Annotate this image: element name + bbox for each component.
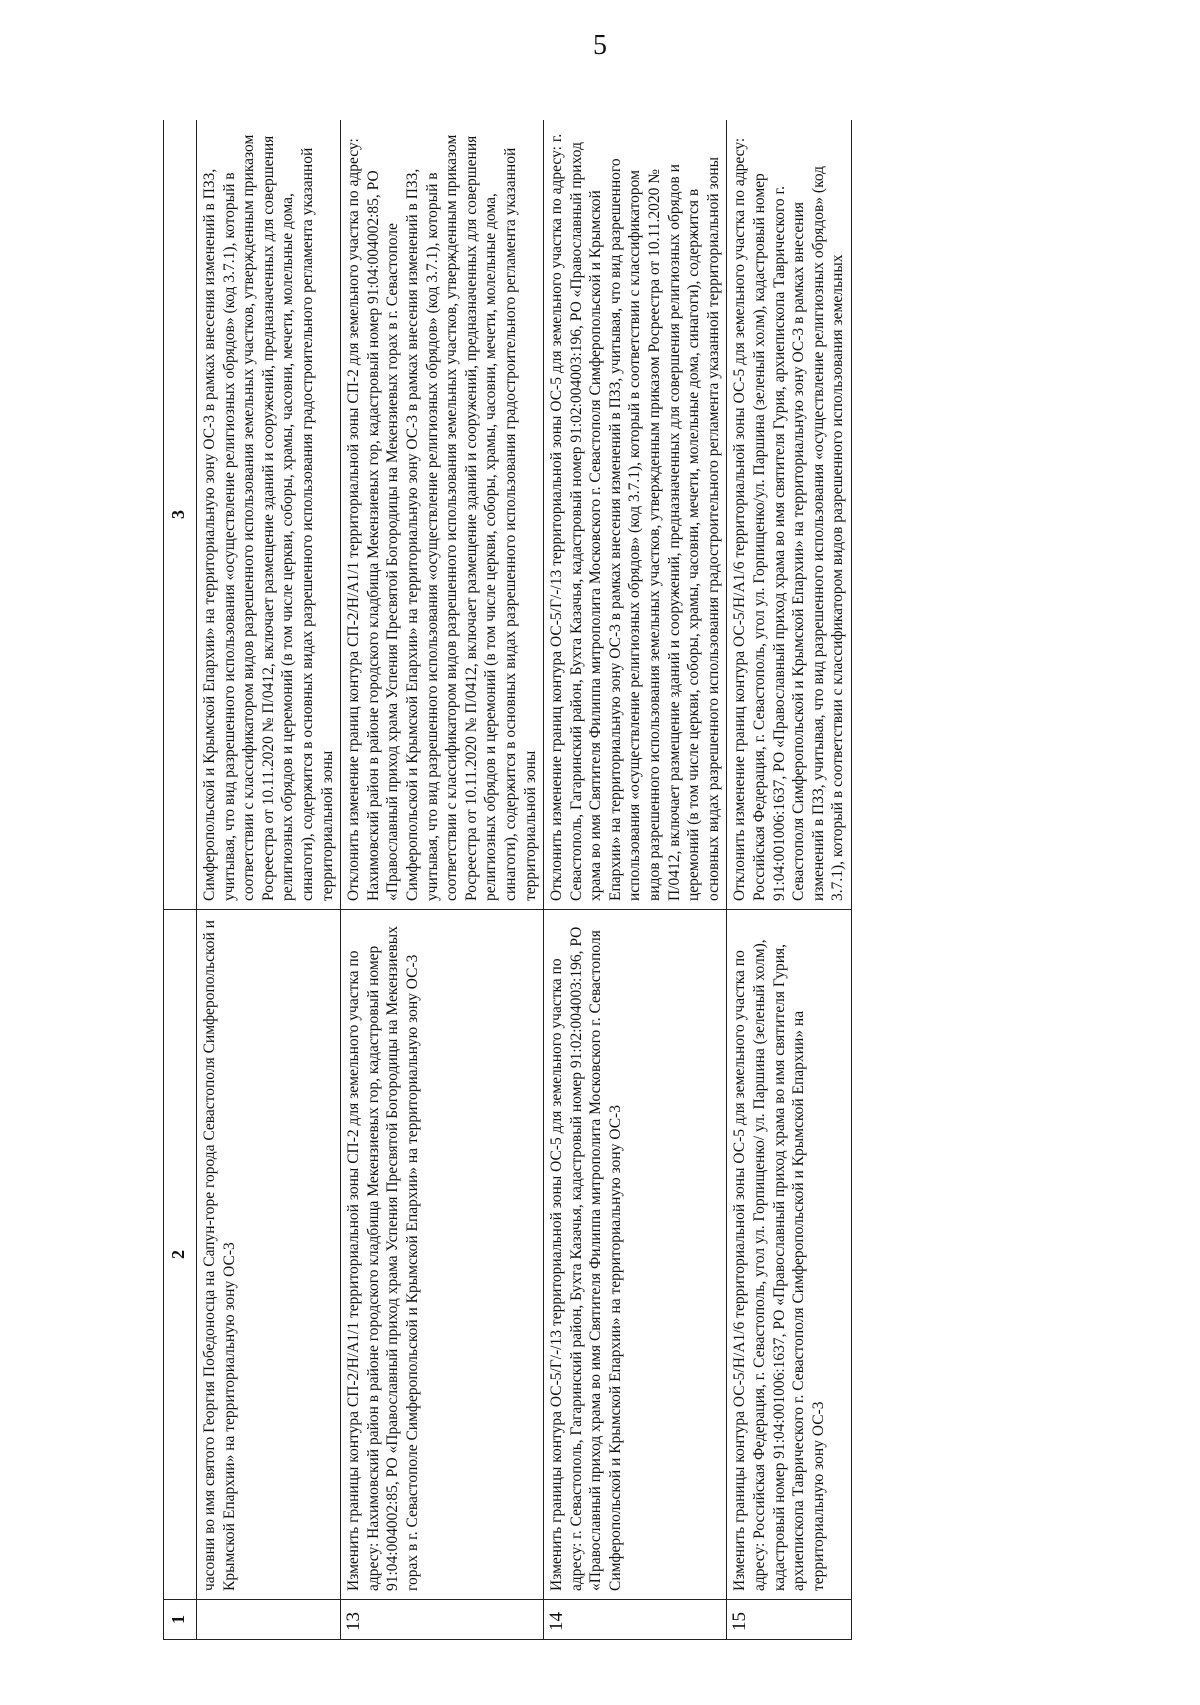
header-col-3: 3 xyxy=(164,120,197,910)
page-number: 5 xyxy=(593,30,607,61)
decision-cell: Отклонить изменение границ контура СП-2/Н/А1/1 территориальной зоны СП-2 для земельного участка по адресу: Нахимовский район в районе городского кладбища Мекензиевых гор, кадастровый номер 91:04:004002:85, РО «Православный приход храма Успения Пресвятой Богородицы на Мекензиевых горах в г. Севастополе Симферопольской и Крымской Епархии» на территориальную зону ОС-3 в рамках внесения изменений в ПЗЗ, учитывая, что вид разрешенного использования «осуществление религиозных обрядов» (код 3.7.1), который в соответствии с классификатором видов разрешенного использования земельных участков, утвержденным приказом Росреестра от 10.11.2020 № П/0412, включает размещение зданий и сооружений, предназначенных для совершения религиозных обрядов и церемоний (в том числе церкви, соборы, храмы, часовни, мечети, молельные дома, синагоги), содержится в основных видах разрешенного использования градостроительного регламента указанной территориальной зоны xyxy=(341,120,544,910)
decision-table xyxy=(163,120,852,1640)
row-number xyxy=(197,1600,341,1640)
header-col-2: 2 xyxy=(164,910,197,1600)
table-row xyxy=(341,120,544,1640)
header-row xyxy=(164,120,197,1640)
proposal-cell: Изменить границы контура ОС-5/Н/А1/6 территориальной зоны ОС-5 для земельного участка по адресу: Российская Федерация, г. Севастополь, угол ул. Горпищенко/ ул. Паршина (зеленый холм), кадастровый номер 91:04:001006:1637, РО «Православный приход храма во имя святителя Гурия, архиепископа Таврического г. Севастополя Симферопольской и Крымской Епархии» на территориальную зону ОС-3 xyxy=(727,910,852,1600)
decision-cell: Симферопольской и Крымской Епархии» на территориальную зону ОС-3 в рамках внесения изменений в ПЗЗ, учитывая, что вид разрешенного использования «осуществление религиозных обрядов» (код 3.7.1), который в соответствии с классификатором видов разрешенного использования земельных участков, утвержденным приказом Росреестра от 10.11.2020 № П/0412, включает размещение зданий и сооружений, предназначенных для совершения религиозных обрядов и церемоний (в том числе церкви, соборы, храмы, часовни, мечети, молельные дома, синагоги), содержится в основных видах разрешенного использования градостроительного регламента указанной территориальной зоны xyxy=(197,120,341,910)
proposal-cell: часовни во имя святого Георгия Победоносца на Сапун-горе города Севастополя Симферопольской и Крымской Епархии» на территориальную зону ОС-3 xyxy=(197,910,341,1600)
proposal-cell: Изменить границы контура ОС-5/Г/-/13 территориальной зоны ОС-5 для земельного участка по адресу: г. Севастополь, Гагаринский район, Бухта Казачья, кадастровый номер 91:02:004003:196, РО «Православный приход храма во имя Святителя Филиппа митрополита Московского г. Севастополя Симферопольской и Крымской Епархии» на территориальную зону ОС-3 xyxy=(544,910,727,1600)
rotated-table-wrapper xyxy=(163,120,1063,1640)
row-number: 14 xyxy=(544,1600,727,1640)
row-number: 13 xyxy=(341,1600,544,1640)
decision-cell: Отклонить изменение границ контура ОС-5/Н/А1/6 территориальной зоны ОС-5 для земельного участка по адресу: Российская Федерация, г. Севастополь, угол ул. Горпищенко/ул. Паршина (зеленый холм), кадастровый номер 91:04:001006:1637, РО «Православный приход храма во имя святителя Гурия, архиепископа Таврического г. Севастополя Симферопольской и Крымской Епархии» на территориальную зону ОС-3 в рамках внесения изменений в ПЗЗ, учитывая, что вид разрешенного использования «осуществление религиозных обрядов» (код 3.7.1), который в соответствии с классификатором видов разрешенного использования земельных xyxy=(727,120,852,910)
header-col-1: 1 xyxy=(164,1600,197,1640)
table-row xyxy=(727,120,852,1640)
decision-cell: Отклонить изменение границ контура ОС-5/Г/-/13 территориальной зоны ОС-5 для земельного участка по адресу: г. Севастополь, Гагаринский район, Бухта Казачья, кадастровый номер 91:02:004003:196, РО «Православный приход храма во имя Святителя Филиппа митрополита Московского г. Севастополя Симферопольской и Крымской Епархии» на территориальную зону ОС-3 в рамках внесения изменений в ПЗЗ, учитывая, что вид разрешенного использования «осуществление религиозных обрядов» (код 3.7.1), который в соответствии с классификатором видов разрешенного использования земельных участков, утвержденным приказом Росреестра от 10.11.2020 № П/0412, включает размещение зданий и сооружений, предназначенных для совершения религиозных обрядов и церемоний (в том числе церкви, соборы, храмы, часовни, мечети, молельные дома, синагоги), содержится в основных видах разрешенного использования градостроительного регламента указанной территориальной зоны xyxy=(544,120,727,910)
proposal-cell: Изменить границы контура СП-2/Н/А1/1 территориальной зоны СП-2 для земельного участка по адресу: Нахимовский район в районе городского кладбища Мекензиевых гор, кадастровый номер 91:04:004002:85, РО «Православный приход храма Успения Пресвятой Богородицы на Мекензиевых горах в г. Севастополе Симферопольской и Крымской Епархии» на территориальную зону ОС-3 xyxy=(341,910,544,1600)
table-row xyxy=(544,120,727,1640)
table-row xyxy=(197,120,341,1640)
row-number: 15 xyxy=(727,1600,852,1640)
